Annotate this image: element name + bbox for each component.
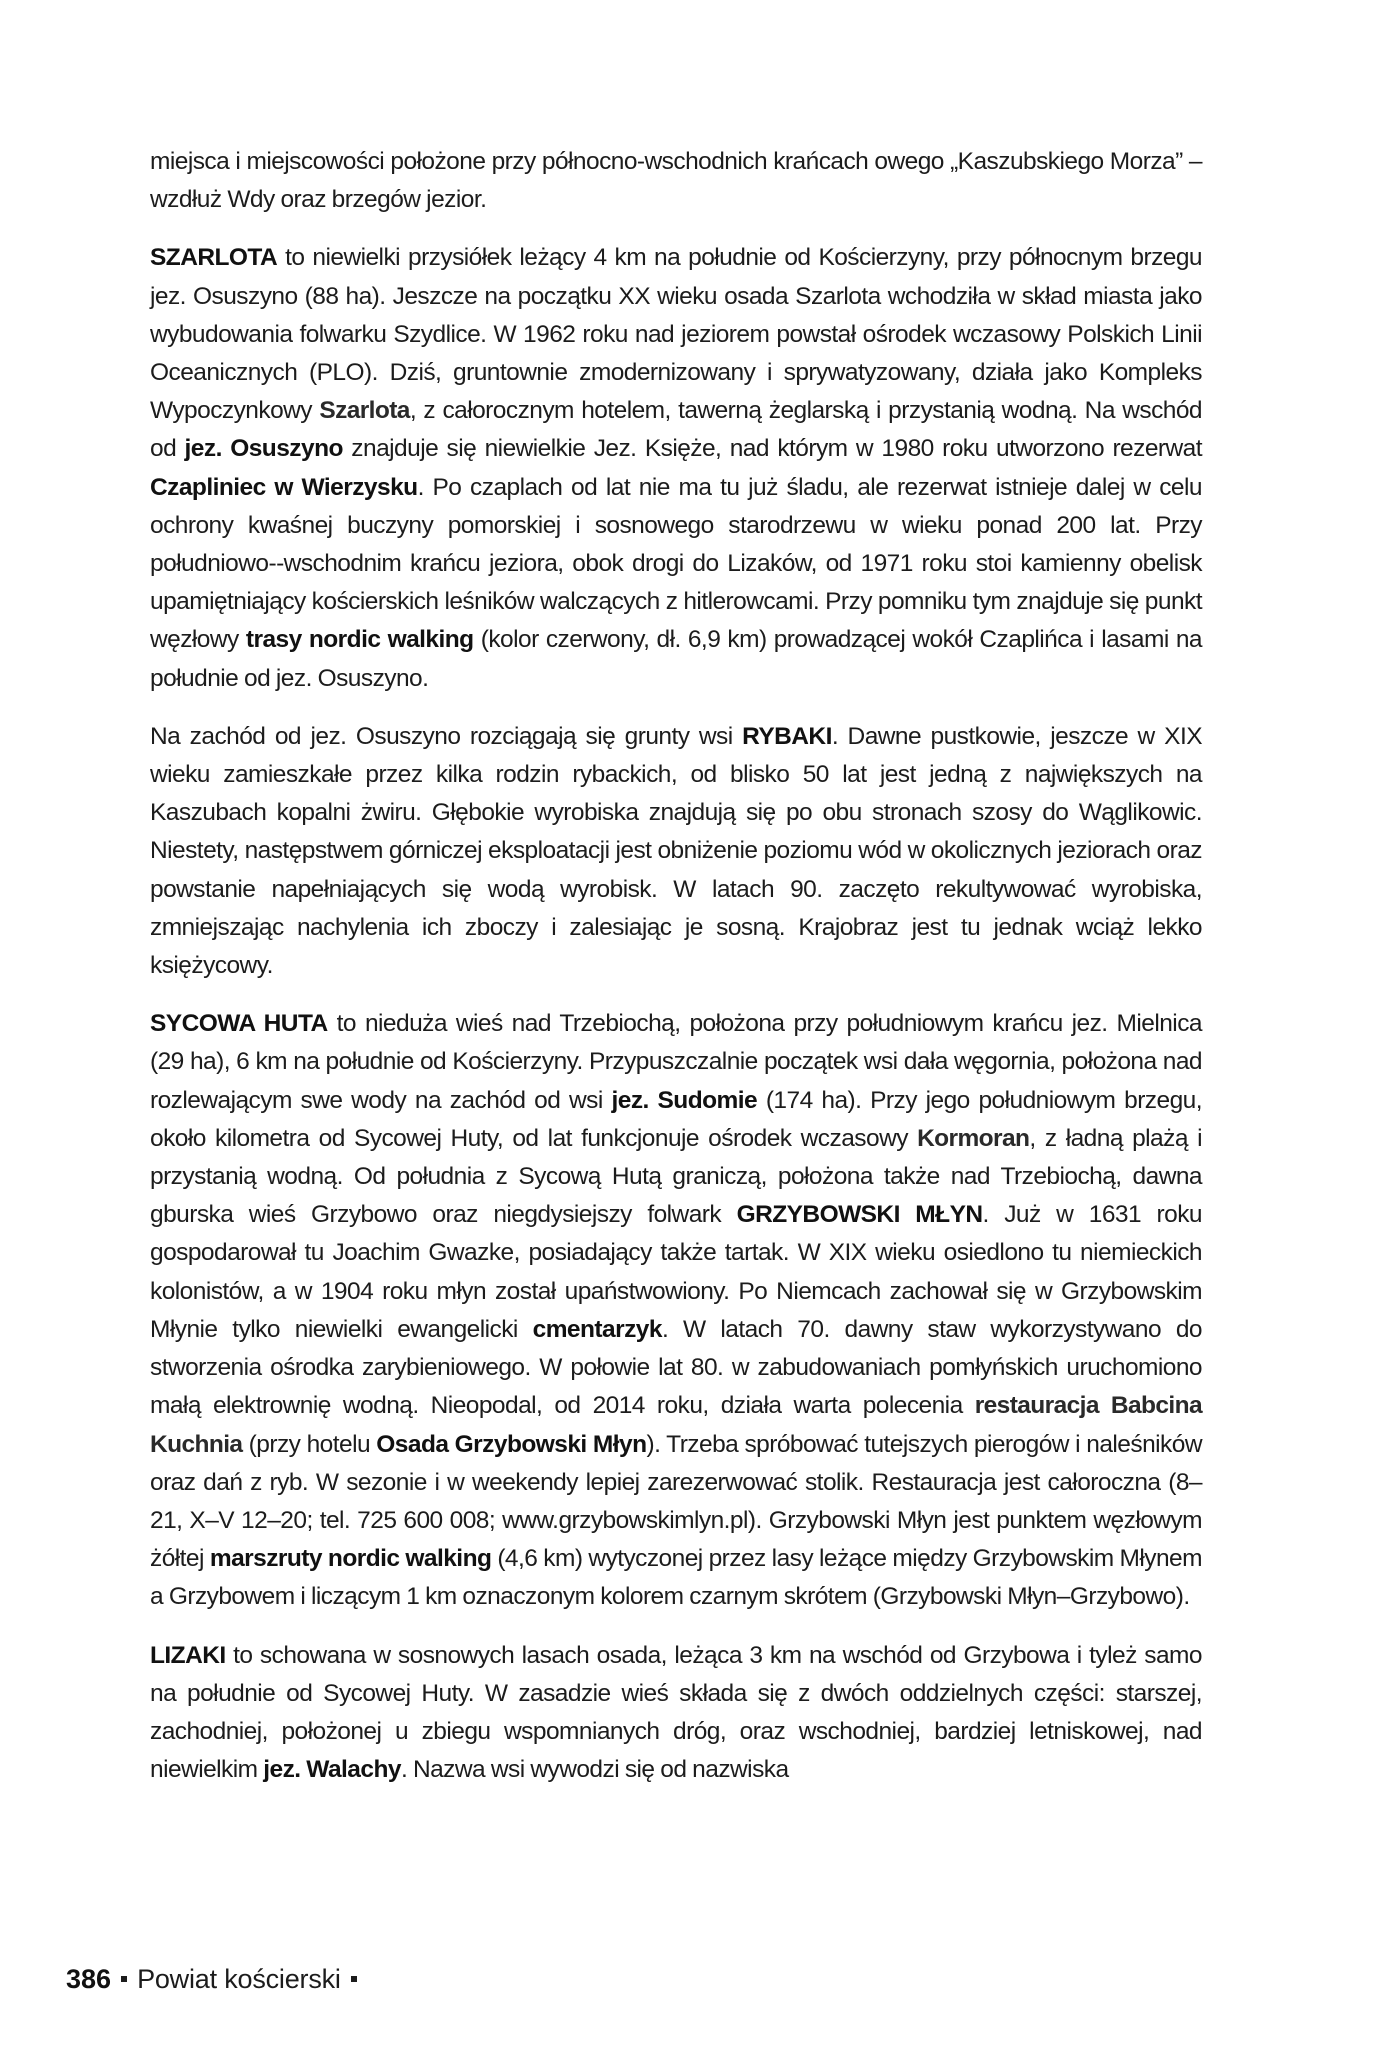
- emphasized-term: RYBAKI: [742, 722, 832, 750]
- text-run: . Już w 1631 roku gospodarował tu Joachim Gwazke, posiadający także tartak. W XIX wieku osiedlono tu niemieckich kolonistów, a w 1904 roku młyn został upaństwowiony. Po Niemcach zachował się w Grzybowskim Młynie tylko niewielki ewangelicki: [150, 1201, 1203, 1343]
- text-run: znajduje się niewielkie Jez. Księże, nad którym w 1980 roku utworzono rezerwat: [342, 435, 1202, 463]
- paragraph-rybaki: [150, 718, 1202, 985]
- text-run: (4,6 km) wytyczonej przez lasy leżące między Grzybowskim Młynem a Grzybowem i liczącym 1 km oznaczonym kolorem czarnym skrótem (Grzybowski Młyn–Grzybowo).: [150, 1545, 1202, 1611]
- text-run: ). Trzeba spróbować tutejszych pierogów i naleśników oraz dań z ryb. W sezonie i w weekendy lepiej zarezerwować stolik. Restauracja jest całoroczna (8–21, X–V 12–20; tel. 725 600 008; www.grzybowskimlyn.pl). Grzybowski Młyn jest punktem węzłowym żółtej: [150, 1430, 1202, 1573]
- emphasized-term: marszruty nordic walking: [209, 1545, 492, 1573]
- emphasized-term: LIZAKI: [150, 1641, 226, 1669]
- text-run: (kolor czerwony, dł. 6,9 km) prowadzącej wokół Czaplińca i lasami na południe od jez. Osuszyno.: [150, 626, 1203, 692]
- named-place: restauracja Babcina Kuchnia: [150, 1392, 1202, 1458]
- page-number: 386: [66, 1964, 112, 1994]
- text-run: . Dawne pustkowie, jeszcze w XIX wieku zamieszkałe przez kilka rodzin rybackich, od blisko 50 lat jest jedną z największych na Kaszubach kopalni żwiru. Głębokie wyrobiska znajdują się po obu stronach szosy do Wąglikowic. Niestety, następstwem górniczej eksploatacji jest obniżenie poziomu wód w okolicznych jeziorach oraz powstanie napełniających się wodą wyrobisk. W latach 90. zaczęto rekultywować wyrobiska, zmniejszając nachylenia ich zboczy i zalesiając je sosną. Krajobraz jest tu jednak wciąż lekko księżycowy.: [150, 722, 1203, 980]
- named-place: Kormoran: [917, 1124, 1030, 1152]
- text-run: . Po czaplach od lat nie ma tu już śladu, ale rezerwat istnieje dalej w celu ochrony kwaśnej buczyny pomorskiej i sosnowego starodrzewu w wieku ponad 200 lat. Przy południowo-​-wschodnim krańcu jeziora, obok drogi do Lizaków, od 1971 roku stoi kamienny obelisk upamiętniający kościerskich leśników walczących z hitlerowcami. Przy pomniku tym znajduje się punkt węzłowy: [150, 473, 1202, 654]
- bullet-separator-icon: [121, 1976, 127, 1982]
- section-title: Powiat kościerski: [137, 1964, 341, 1994]
- emphasized-term: trasy nordic walking: [245, 626, 474, 654]
- emphasized-term: Czapliniec w Wierzysku: [150, 473, 418, 501]
- text-run: to niewielki przysiółek leżący 4 km na południe od Kościerzyny, przy północnym brzegu jez. Osuszyno (88 ha). Jeszcze na początku XX wieku osada Szarlota wchodziła w skład miasta jako wybudowania folwarku Szydlice. W 1962 roku nad jeziorem powstał ośrodek wczasowy Polskich Linii Oceanicznych (PLO). Dziś, gruntownie zmodernizowany i sprywatyzowany, działa jako Kompleks Wypoczynkowy: [150, 244, 1202, 425]
- paragraph-sycowa-huta: [150, 1005, 1202, 1616]
- emphasized-term: SYCOWA HUTA: [150, 1010, 328, 1038]
- text-run: , z całorocznym hotelem, tawerną żeglarską i przystanią wodną. Na wschód od: [150, 397, 1202, 463]
- paragraph-lizaki: [150, 1637, 1202, 1790]
- page-body: [150, 143, 1202, 1809]
- emphasized-term: Osada Grzybowski Młyn: [376, 1430, 647, 1458]
- text-run: to nieduża wieś nad Trzebiochą, położona przy południowym krańcu jez. Mielnica (29 ha), 6 km na południe od Kościerzyny. Przypuszczalnie początek wsi dała węgornia, położona nad rozlewającym swe wody na zachód od wsi: [150, 1010, 1202, 1114]
- paragraph-intro-continuation: [150, 143, 1202, 219]
- emphasized-term: GRZYBOWSKI MŁYN: [736, 1201, 983, 1229]
- text-run: miejsca i miejscowości położone przy północno-wschodnich krańcach owego „Kaszubskiego Morza” – wzdłuż Wdy oraz brzegów jezior.: [150, 148, 1202, 214]
- emphasized-term: jez. Sudomie: [611, 1086, 758, 1114]
- emphasized-term: jez. Osuszyno: [184, 435, 343, 463]
- text-run: (174 ha). Przy jego południowym brzegu, około kilometra od Sycowej Huty, od lat funkcjonuje ośrodek wczasowy: [150, 1086, 1202, 1152]
- text-run: . W latach 70. dawny staw wykorzystywano do stworzenia ośrodka zarybieniowego. W połowie lat 80. w zabudowaniach pomłyńskich uruchomiono małą elektrownię wodną. Nieopodal, od 2014 roku, działa warta polecenia: [150, 1315, 1202, 1420]
- text-run: (przy hotelu: [242, 1430, 377, 1458]
- text-run: Na zachód od jez. Osuszyno rozciągają się grunty wsi: [150, 722, 743, 750]
- paragraph-szarlota: [150, 239, 1202, 697]
- emphasized-term: jez. Walachy: [263, 1756, 401, 1784]
- text-run: , z ładną plażą i przystanią wodną. Od południa z Sycową Hutą graniczą, położona także nad Trzebiochą, dawna gburska wieś Grzybowo oraz niegdysiejszy folwark: [150, 1124, 1202, 1229]
- emphasized-term: SZARLOTA: [150, 244, 278, 272]
- text-run: to schowana w sosnowych lasach osada, leżąca 3 km na wschód od Grzybowa i tyleż samo na południe od Sycowej Huty. W zasadzie wieś składa się z dwóch oddzielnych części: starszej, zachodniej, położonej u zbiegu wspomnianych dróg, oraz wschodniej, bardziej letniskowej, nad niewielkim: [150, 1641, 1202, 1784]
- named-place: Szarlota: [319, 397, 410, 425]
- emphasized-term: cmentarzyk: [532, 1315, 662, 1343]
- bullet-separator-icon: [351, 1976, 357, 1982]
- text-run: . Nazwa wsi wywodzi się od nazwiska: [400, 1756, 789, 1784]
- page-footer: [66, 1963, 367, 1995]
